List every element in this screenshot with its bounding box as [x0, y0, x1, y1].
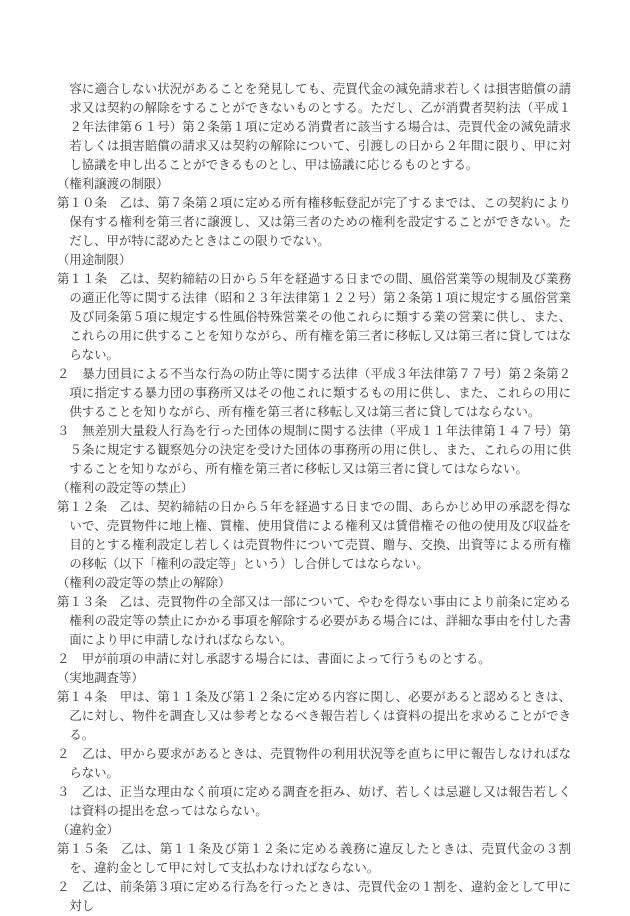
paragraph-article: 第１０条 乙は、第７条第２項に定める所有権移転登記が完了するまでは、この契約により保有する権利を第三者に譲渡し、又は第三者のための権利を設定することができない。ただし、甲が特に認めたときはこの限りでない。: [57, 196, 571, 248]
document-body: [57, 80, 571, 916]
paragraph-article: 第１４条 甲は、第１１条及び第１２条に定める内容に関し、必要があると認めるときは、乙に対し、物件を調査し又は参考となるべき報告若しくは資料の提出を求めることができる。: [57, 690, 571, 742]
paragraph-article: 第１２条 乙は、契約締結の日から５年を経過する日までの間、あらかじめ甲の承認を得ないで、売買物件に地上権、質権、使用貸借による権利又は賃借権その他の使用及び収益を目的とする権利設定し若しくは売買物件について売買、贈与、交換、出資等による所有権の移転（以下「権利の設定等」という）し合併してはならない。: [57, 500, 571, 571]
paragraph-item: ３ 乙は、正当な理由なく前項に定める調査を拒み、妨げ、若しくは忌避し又は報告若しくは資料の提出を怠ってはならない。: [57, 785, 571, 818]
paragraph-caption: （権利の設定等の禁止の解除）: [57, 576, 231, 590]
paragraph-caption: （用途制限）: [57, 253, 132, 267]
paragraph-article: 第１５条 乙は、第１１条及び第１２条に定める義務に違反したときは、売買代金の３割を、違約金として甲に対して支払わなければならない。: [57, 842, 571, 875]
paragraph-caption: （違約金）: [57, 823, 119, 837]
paragraph-article: 第１１条 乙は、契約締結の日から５年を経過する日までの間、風俗営業等の規制及び業務の適正化等に関する法律（昭和２３年法律第１２２号）第２条第１項に規定する風俗営業及び同条第５項に規定する性風俗特殊営業その他これらに類する業の営業に供し、また、これらの用に供することを知りながら、所有権を第三者に移転し又は第三者に貸してはならない。: [57, 272, 571, 362]
paragraph-article: 第１３条 乙は、売買物件の全部又は一部について、やむを得ない事由により前条に定める権利の設定等の禁止にかかる事項を解除する必要がある場合には、詳細な事由を付した書面により甲に申請しなければならない。: [57, 595, 571, 647]
paragraph-caption: （権利譲渡の制限）: [57, 177, 169, 191]
paragraph-item: ２ 乙は、前条第３項に定める行為を行ったときは、売買代金の１割を、違約金として甲に対し: [57, 880, 571, 913]
paragraph-caption: （権利の設定等の禁止）: [57, 481, 194, 495]
paragraph-item: ３ 無差別大量殺人行為を行った団体の規制に関する法律（平成１１年法律第１４７号）第５条に規定する観察処分の決定を受けた団体の事務所の用に供し、また、これらの用に供することを知りながら、所有権を第三者に移転し又は第三者に貸してはならない。: [57, 424, 571, 476]
paragraph-caption: （実地調査等）: [57, 671, 144, 685]
paragraph-item: ２ 乙は、甲から要求があるときは、売買物件の利用状況等を直ちに甲に報告しなければならない。: [57, 747, 571, 780]
paragraph-item: ２ 暴力団員による不当な行為の防止等に関する法律（平成３年法律第７７号）第２条第２項に指定する暴力団の事務所又はその他これに類するもの用に供し、また、これらの用に供することを知りながら、所有権を第三者に移転し又は第三者に貸してはならない。: [57, 367, 571, 419]
paragraph-carryover: 容に適合しない状況があることを発見しても、売買代金の減免請求若しくは損害賠償の請求又は契約の解除をすることができないものとする。ただし、乙が消費者契約法（平成１２年法律第６１号）第２条第１項に定める消費者に該当する場合は、売買代金の減免請求若しくは損害賠償の請求又は契約の解除について、引渡しの日から２年間に限り、甲に対し協議を申し出ることができるものとし、甲は協議に応じるものとする。: [69, 82, 571, 172]
paragraph-item: ２ 甲が前項の申請に対し承認する場合には、書面によって行うものとする。: [57, 652, 491, 666]
